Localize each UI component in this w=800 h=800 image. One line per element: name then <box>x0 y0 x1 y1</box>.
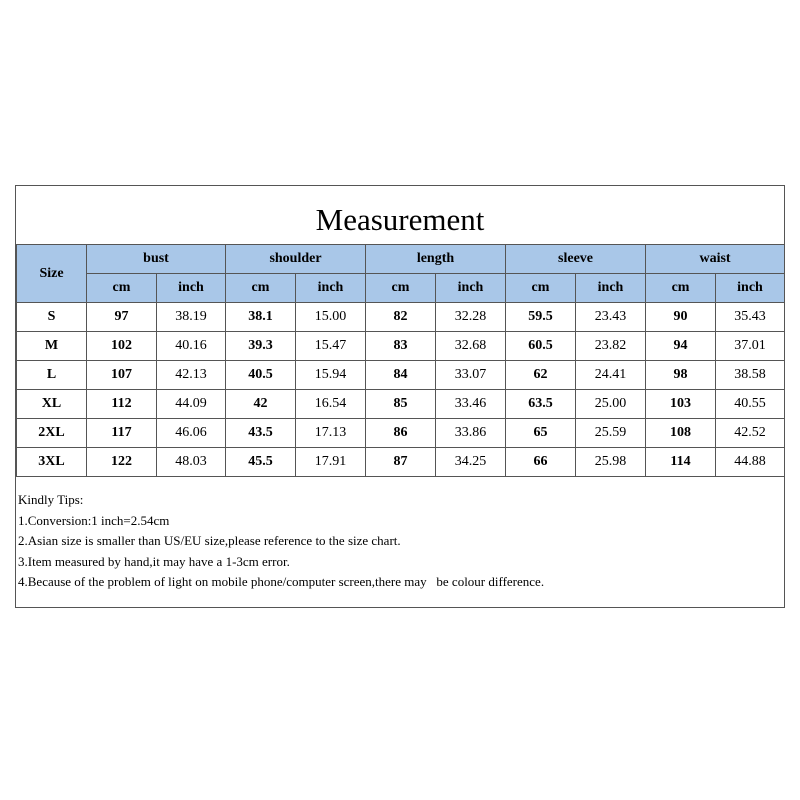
cm-value-cell: 42 <box>226 390 296 419</box>
inch-value-cell: 15.47 <box>296 332 366 361</box>
cm-value-cell: 103 <box>646 390 716 419</box>
table-header <box>17 245 785 303</box>
cm-value-cell: 38.1 <box>226 303 296 332</box>
inch-value-cell: 32.28 <box>436 303 506 332</box>
size-cell: 2XL <box>17 419 87 448</box>
tips-heading: Kindly Tips: <box>18 492 84 507</box>
tip-line: 3.Item measured by hand,it may have a 1-3cm error. <box>18 553 290 569</box>
inch-value-cell: 44.88 <box>716 448 785 477</box>
inch-value-cell: 17.91 <box>296 448 366 477</box>
unit-cm: cm <box>87 274 157 303</box>
header-waist: waist <box>646 245 785 274</box>
cm-value-cell: 66 <box>506 448 576 477</box>
inch-value-cell: 16.54 <box>296 390 366 419</box>
table-row <box>17 448 785 477</box>
inch-value-cell: 15.00 <box>296 303 366 332</box>
inch-value-cell: 46.06 <box>157 419 226 448</box>
inch-value-cell: 44.09 <box>157 390 226 419</box>
size-cell: XL <box>17 390 87 419</box>
unit-inch: inch <box>576 274 646 303</box>
table-body <box>17 303 785 477</box>
cm-value-cell: 87 <box>366 448 436 477</box>
cm-value-cell: 112 <box>87 390 157 419</box>
header-bust: bust <box>87 245 226 274</box>
cm-value-cell: 84 <box>366 361 436 390</box>
unit-inch: inch <box>436 274 506 303</box>
inch-value-cell: 24.41 <box>576 361 646 390</box>
unit-cm: cm <box>226 274 296 303</box>
inch-value-cell: 42.13 <box>157 361 226 390</box>
inch-value-cell: 23.82 <box>576 332 646 361</box>
cm-value-cell: 65 <box>506 419 576 448</box>
table-row <box>17 361 785 390</box>
header-size: Size <box>17 245 87 303</box>
cm-value-cell: 107 <box>87 361 157 390</box>
tip-line: 4.Because of the problem of light on mobile phone/computer screen,there may be colour difference. <box>18 574 545 589</box>
inch-value-cell: 33.46 <box>436 390 506 419</box>
cm-value-cell: 122 <box>87 448 157 477</box>
inch-value-cell: 40.55 <box>716 390 785 419</box>
cm-value-cell: 60.5 <box>506 332 576 361</box>
size-chart-frame <box>15 185 785 608</box>
cm-value-cell: 90 <box>646 303 716 332</box>
cm-value-cell: 85 <box>366 390 436 419</box>
unit-cm: cm <box>366 274 436 303</box>
table-row <box>17 332 785 361</box>
inch-value-cell: 42.52 <box>716 419 785 448</box>
cm-value-cell: 45.5 <box>226 448 296 477</box>
cm-value-cell: 97 <box>87 303 157 332</box>
cm-value-cell: 102 <box>87 332 157 361</box>
size-cell: M <box>17 332 87 361</box>
unit-inch: inch <box>716 274 785 303</box>
cm-value-cell: 117 <box>87 419 157 448</box>
chart-title: Measurement <box>315 202 485 237</box>
size-cell: 3XL <box>17 448 87 477</box>
inch-value-cell: 38.58 <box>716 361 785 390</box>
inch-value-cell: 25.59 <box>576 419 646 448</box>
cm-value-cell: 98 <box>646 361 716 390</box>
cm-value-cell: 43.5 <box>226 419 296 448</box>
header-shoulder: shoulder <box>226 245 366 274</box>
unit-cm: cm <box>646 274 716 303</box>
size-cell: S <box>17 303 87 332</box>
cm-value-cell: 39.3 <box>226 332 296 361</box>
inch-value-cell: 35.43 <box>716 303 785 332</box>
inch-value-cell: 34.25 <box>436 448 506 477</box>
inch-value-cell: 32.68 <box>436 332 506 361</box>
cm-value-cell: 59.5 <box>506 303 576 332</box>
inch-value-cell: 33.07 <box>436 361 506 390</box>
inch-value-cell: 17.13 <box>296 419 366 448</box>
unit-inch: inch <box>157 274 226 303</box>
tip-line: 2.Asian size is smaller than US/EU size,please reference to the size chart. <box>18 533 401 548</box>
cm-value-cell: 108 <box>646 419 716 448</box>
cm-value-cell: 94 <box>646 332 716 361</box>
inch-value-cell: 15.94 <box>296 361 366 390</box>
size-cell: L <box>17 361 87 390</box>
cm-value-cell: 62 <box>506 361 576 390</box>
cm-value-cell: 40.5 <box>226 361 296 390</box>
size-table <box>16 244 785 477</box>
inch-value-cell: 40.16 <box>157 332 226 361</box>
inch-value-cell: 37.01 <box>716 332 785 361</box>
inch-value-cell: 25.98 <box>576 448 646 477</box>
unit-cm: cm <box>506 274 576 303</box>
table-row <box>17 419 785 448</box>
inch-value-cell: 33.86 <box>436 419 506 448</box>
cm-value-cell: 86 <box>366 419 436 448</box>
inch-value-cell: 48.03 <box>157 448 226 477</box>
kindly-tips <box>18 490 778 593</box>
cm-value-cell: 114 <box>646 448 716 477</box>
cm-value-cell: 83 <box>366 332 436 361</box>
table-row <box>17 390 785 419</box>
header-length: length <box>366 245 506 274</box>
inch-value-cell: 25.00 <box>576 390 646 419</box>
unit-inch: inch <box>296 274 366 303</box>
table-row <box>17 303 785 332</box>
tip-line: 1.Conversion:1 inch=2.54cm <box>18 512 170 528</box>
cm-value-cell: 63.5 <box>506 390 576 419</box>
inch-value-cell: 38.19 <box>157 303 226 332</box>
cm-value-cell: 82 <box>366 303 436 332</box>
inch-value-cell: 23.43 <box>576 303 646 332</box>
header-sleeve: sleeve <box>506 245 646 274</box>
